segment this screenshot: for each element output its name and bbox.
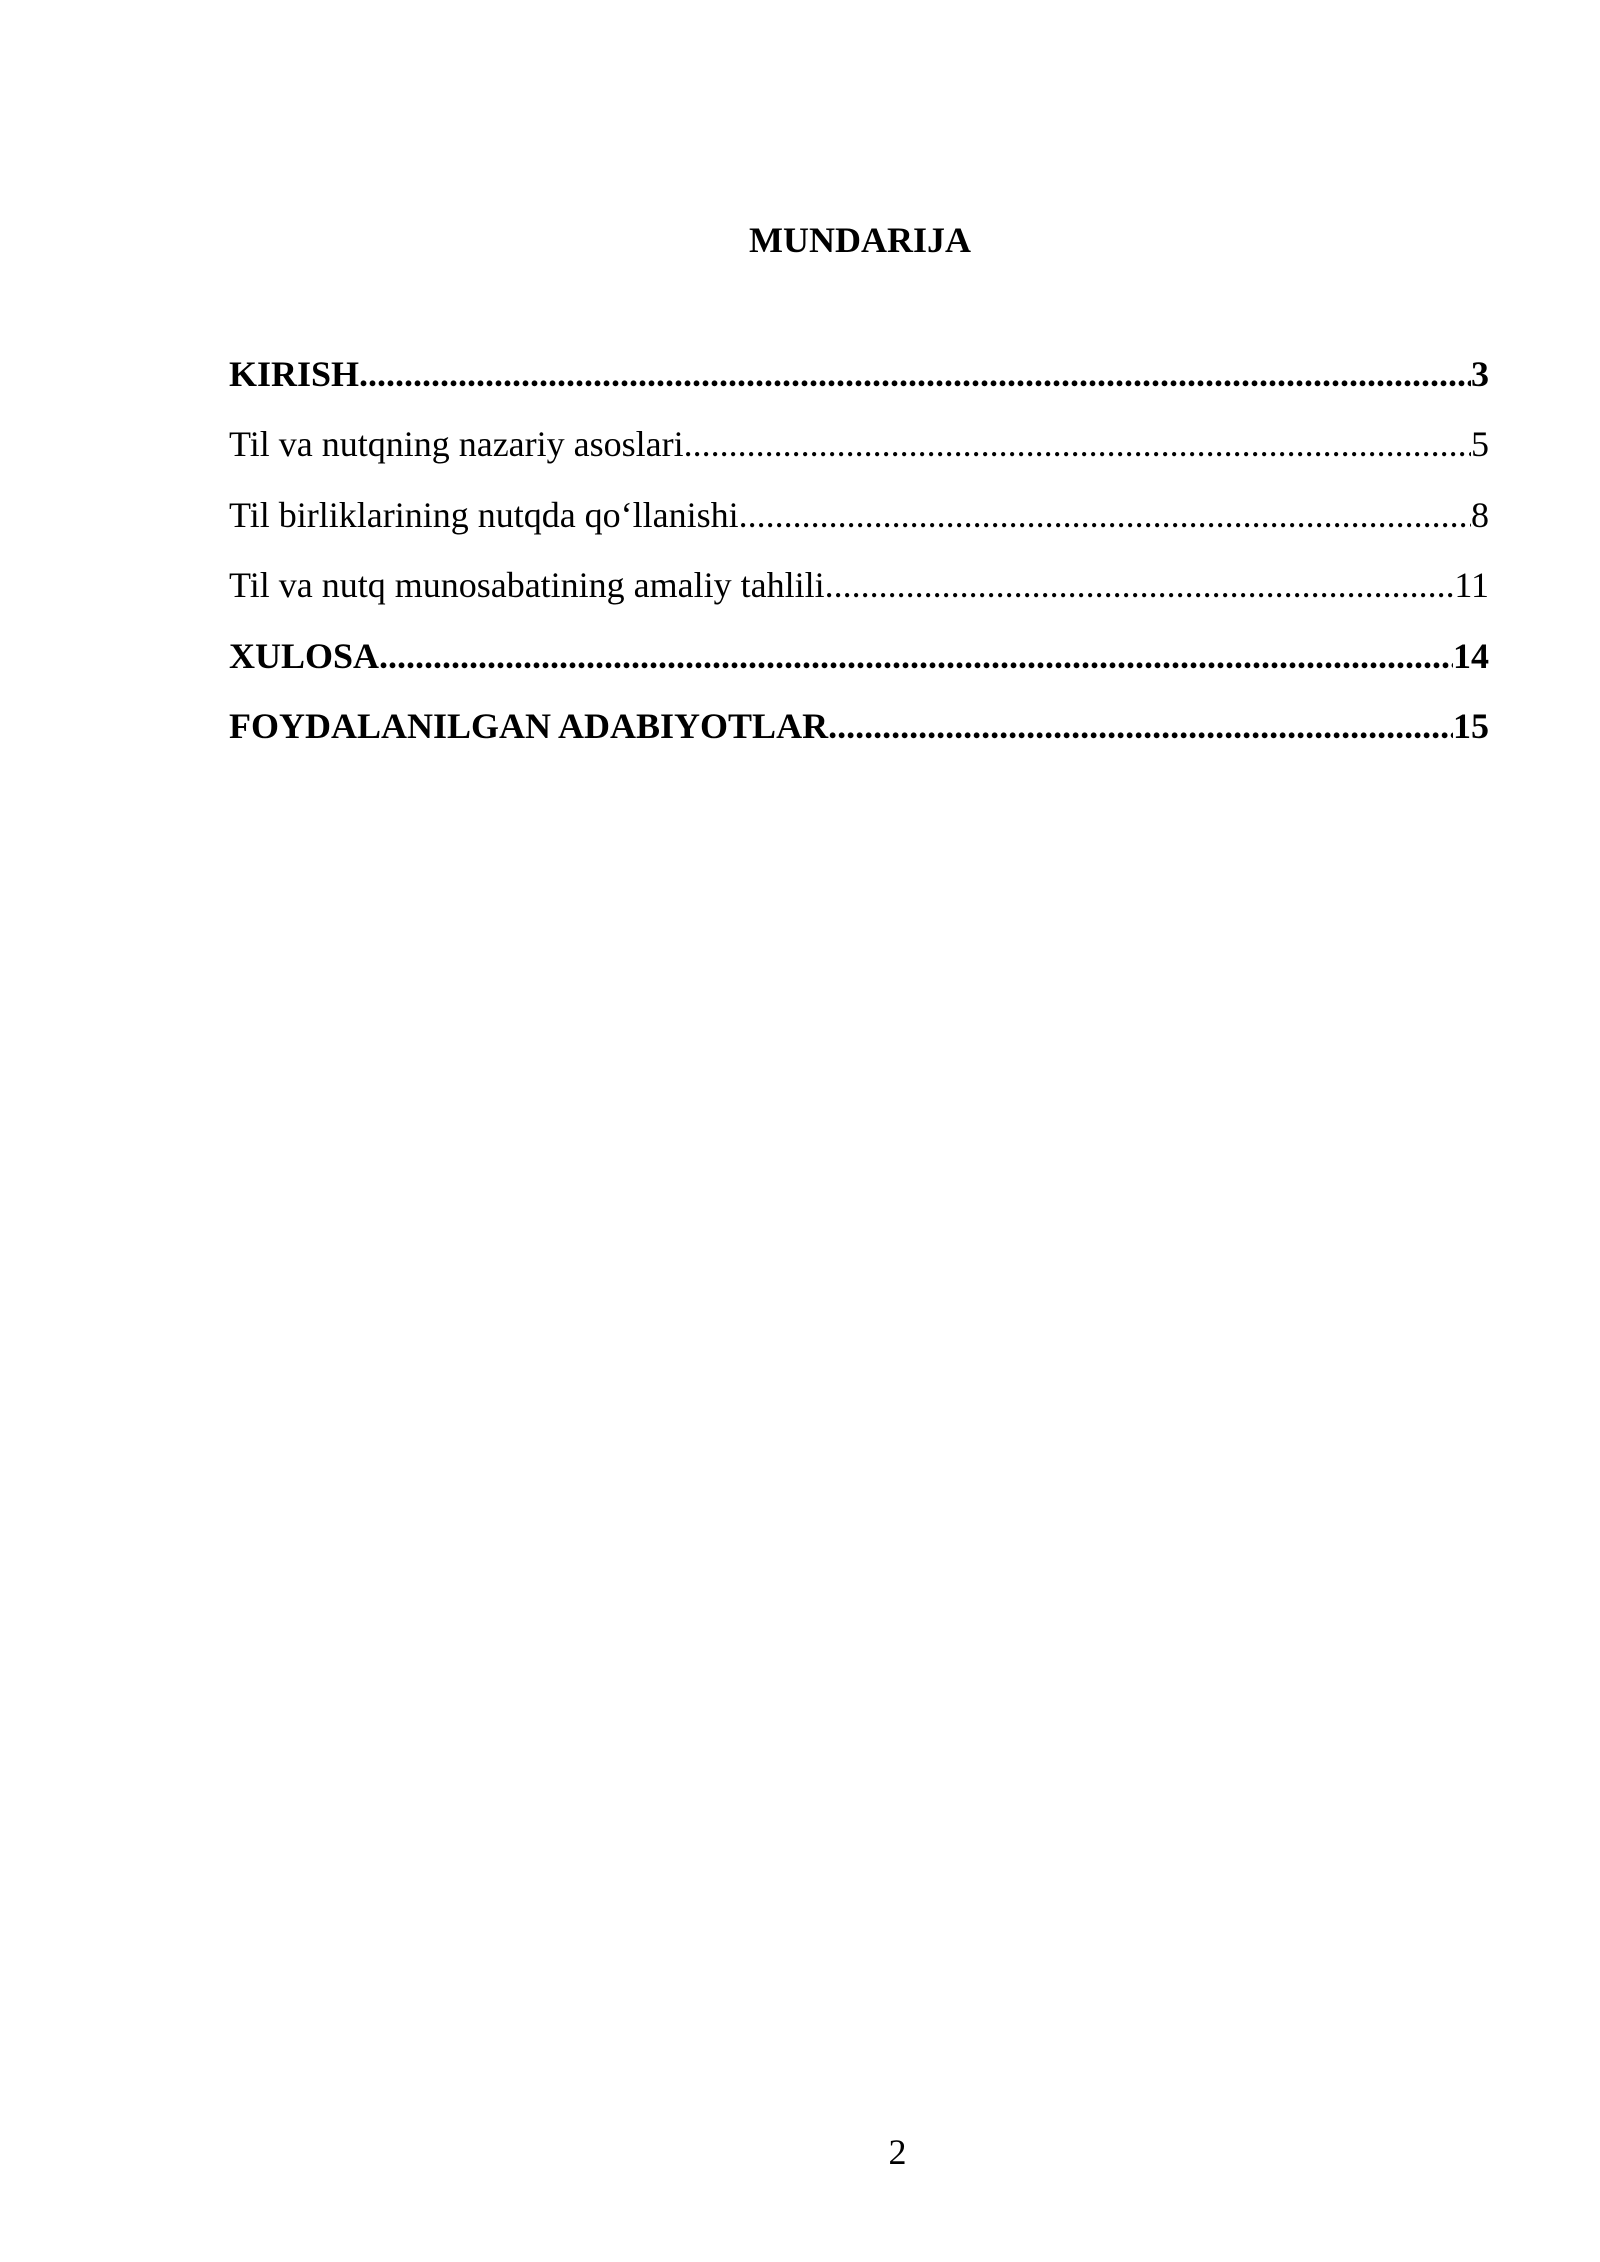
toc-dot-leader xyxy=(828,704,1453,748)
toc-entry-amaliy-tahlil[interactable] xyxy=(229,563,1489,633)
table-of-contents xyxy=(229,352,1489,774)
toc-entry-label: Til va nutqning nazariy asoslari xyxy=(229,424,684,465)
page-title: MUNDARIJA xyxy=(749,220,971,260)
toc-entry-label: FOYDALANILGAN ADABIYOTLAR xyxy=(229,705,829,746)
toc-dot-leader xyxy=(825,563,1455,607)
toc-entry-page: 11 xyxy=(1454,565,1489,606)
toc-entry-page: 14 xyxy=(1453,635,1489,676)
toc-entry-page: 15 xyxy=(1453,705,1489,746)
toc-entry-kirish[interactable] xyxy=(229,352,1489,422)
toc-dot-leader xyxy=(739,493,1471,537)
toc-entry-label: Til va nutq munosabatining amaliy tahlili xyxy=(229,565,825,606)
toc-entry-page: 5 xyxy=(1471,424,1489,465)
toc-dot-leader xyxy=(359,352,1471,396)
page-number: 2 xyxy=(888,2132,907,2172)
toc-entry-page: 8 xyxy=(1471,494,1489,535)
toc-entry-til-birliklari[interactable] xyxy=(229,493,1489,563)
toc-entry-adabiyotlar[interactable] xyxy=(229,704,1489,774)
toc-entry-xulosa[interactable] xyxy=(229,634,1489,704)
toc-dot-leader xyxy=(684,422,1471,466)
toc-entry-label: Til birliklarining nutqda qo‘llanishi xyxy=(229,494,739,535)
toc-dot-leader xyxy=(379,634,1453,678)
toc-entry-label: KIRISH xyxy=(229,354,360,394)
toc-entry-nazariy-asoslari[interactable] xyxy=(229,422,1489,492)
toc-entry-page: 3 xyxy=(1471,354,1489,394)
toc-entry-label: XULOSA xyxy=(229,635,380,676)
